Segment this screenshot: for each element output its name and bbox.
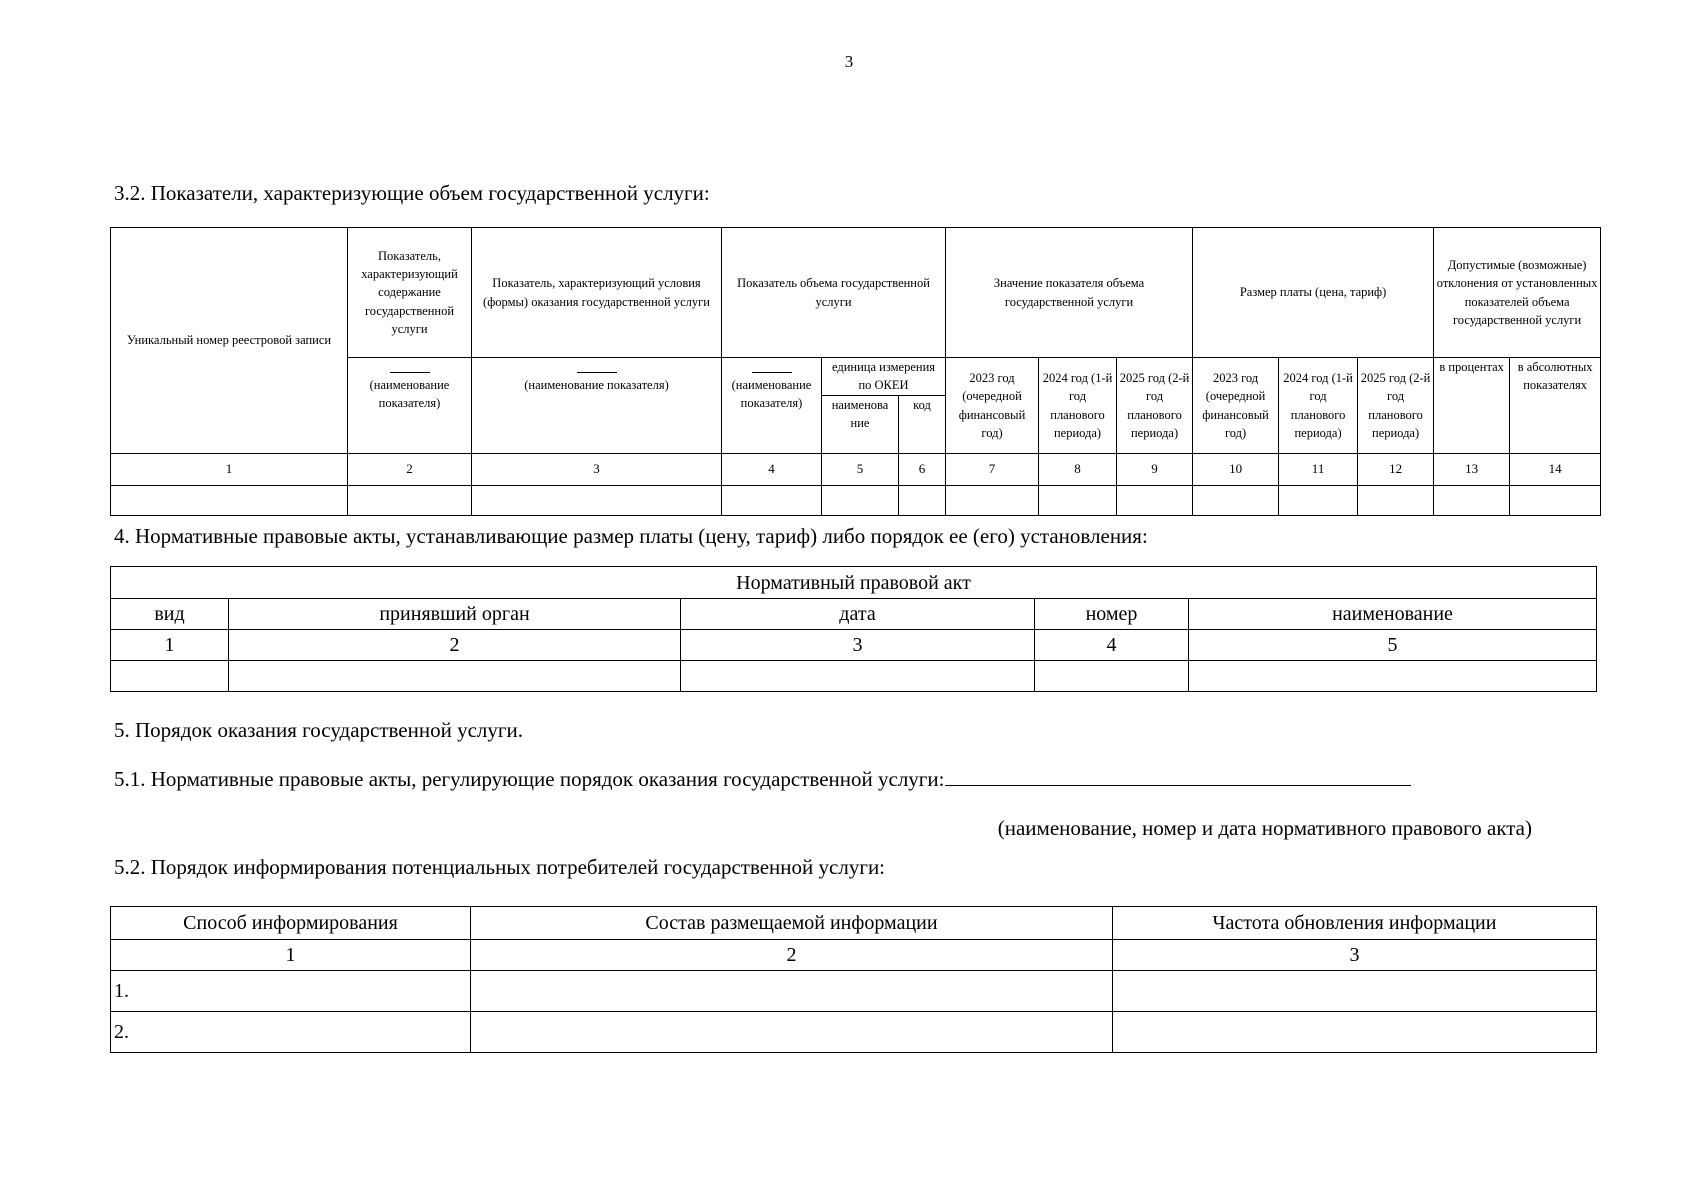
col-number: 7 <box>946 454 1039 486</box>
col-number: 3 <box>681 630 1035 661</box>
col-header-frequency: Частота обновления информации <box>1113 907 1597 940</box>
header-volume-indicator: Показатель объема государственной услуги <box>722 228 946 358</box>
col-number: 13 <box>1434 454 1510 486</box>
col-number: 3 <box>1113 940 1597 971</box>
unit-name-header: наименова ние <box>822 396 899 454</box>
header-unique-number: Уникальный номер реестровой записи <box>111 228 348 454</box>
col-header-method: Способ информирования <box>111 907 471 940</box>
col-number: 4 <box>722 454 822 486</box>
col-number: 6 <box>899 454 946 486</box>
underline <box>752 372 792 373</box>
underline <box>577 372 617 373</box>
volume-indicator-name: (наименование показателя) <box>722 358 822 454</box>
col-header-type: вид <box>111 599 229 630</box>
blank-fill-line <box>945 767 1411 786</box>
col-number: 10 <box>1193 454 1279 486</box>
section-5-1-caption: (наименование, номер и дата нормативного правового акта) <box>997 816 1532 840</box>
header-volume-value: Значение показателя объема государственной услуги <box>946 228 1193 358</box>
section-5-2-title: 5.2. Порядок информирования потенциальных потребителей государственной услуги: <box>114 855 886 879</box>
col-number: 1 <box>111 454 348 486</box>
underline <box>390 372 430 373</box>
col-number: 2 <box>471 940 1113 971</box>
header-deviations: Допустимые (возможные) отклонения от установленных показателей объема государственной услуги <box>1434 228 1601 358</box>
col-header-name: наименование <box>1189 599 1597 630</box>
col-header-date: дата <box>681 599 1035 630</box>
fee-2023: 2023 год (очередной финансовый год) <box>1193 358 1279 454</box>
section-5-1-line <box>114 767 1411 792</box>
col-number: 11 <box>1279 454 1358 486</box>
col-header-authority: принявший орган <box>229 599 681 630</box>
table-row <box>111 971 1597 1012</box>
col-number: 2 <box>229 630 681 661</box>
col-header-content: Состав размещаемой информации <box>471 907 1113 940</box>
volume-indicators-table <box>110 227 1601 516</box>
unit-code-header: код <box>899 396 946 454</box>
legal-acts-table <box>110 566 1597 692</box>
col-number: 4 <box>1035 630 1189 661</box>
col-header-number: номер <box>1035 599 1189 630</box>
col-number: 5 <box>822 454 899 486</box>
col-number: 1 <box>111 630 229 661</box>
col-number: 8 <box>1039 454 1117 486</box>
fee-2024: 2024 год (1-й год планового периода) <box>1279 358 1358 454</box>
content-indicator-name: (наименование показателя) <box>348 358 472 454</box>
deviation-percent: в процентах <box>1434 358 1510 454</box>
col-number: 3 <box>472 454 722 486</box>
table-row-empty <box>111 661 1597 692</box>
col-number: 1 <box>111 940 471 971</box>
section-5-title: 5. Порядок оказания государственной услуги. <box>114 718 523 742</box>
fee-2025: 2025 год (2-й год планового периода) <box>1358 358 1434 454</box>
page-number: 3 <box>844 52 854 71</box>
value-2025: 2025 год (2-й год планового периода) <box>1117 358 1193 454</box>
deviation-absolute: в абсолютных показателях <box>1510 358 1601 454</box>
col-number: 9 <box>1117 454 1193 486</box>
row-label: 2. <box>111 1012 471 1053</box>
col-number: 5 <box>1189 630 1597 661</box>
header-content-indicator: Показатель, характеризующий содержание государственной услуги <box>348 228 472 358</box>
col-number: 12 <box>1358 454 1434 486</box>
section-4-title: 4. Нормативные правовые акты, устанавливающие размер платы (цену, тариф) либо порядок ее (его) установления: <box>114 524 1148 548</box>
value-2024: 2024 год (1-й год планового периода) <box>1039 358 1117 454</box>
informing-table <box>110 906 1597 1053</box>
section-3-2-title: 3.2. Показатели, характеризующие объем государственной услуги: <box>114 181 710 205</box>
header-fee-size: Размер платы (цена, тариф) <box>1193 228 1434 358</box>
section-5-1-title: 5.1. Нормативные правовые акты, регулирующие порядок оказания государственной услуги: <box>114 767 945 791</box>
col-number: 2 <box>348 454 472 486</box>
legal-act-header: Нормативный правовой акт <box>111 567 1597 599</box>
table-row-empty <box>111 486 1601 516</box>
header-conditions-indicator: Показатель, характеризующий условия (формы) оказания государственной услуги <box>472 228 722 358</box>
value-2023: 2023 год (очередной финансовый год) <box>946 358 1039 454</box>
col-number: 14 <box>1510 454 1601 486</box>
row-label: 1. <box>111 971 471 1012</box>
unit-okei-header: единица измерения по ОКЕИ <box>822 358 946 396</box>
table-row <box>111 1012 1597 1053</box>
conditions-indicator-name: (наименование показателя) <box>472 358 722 454</box>
